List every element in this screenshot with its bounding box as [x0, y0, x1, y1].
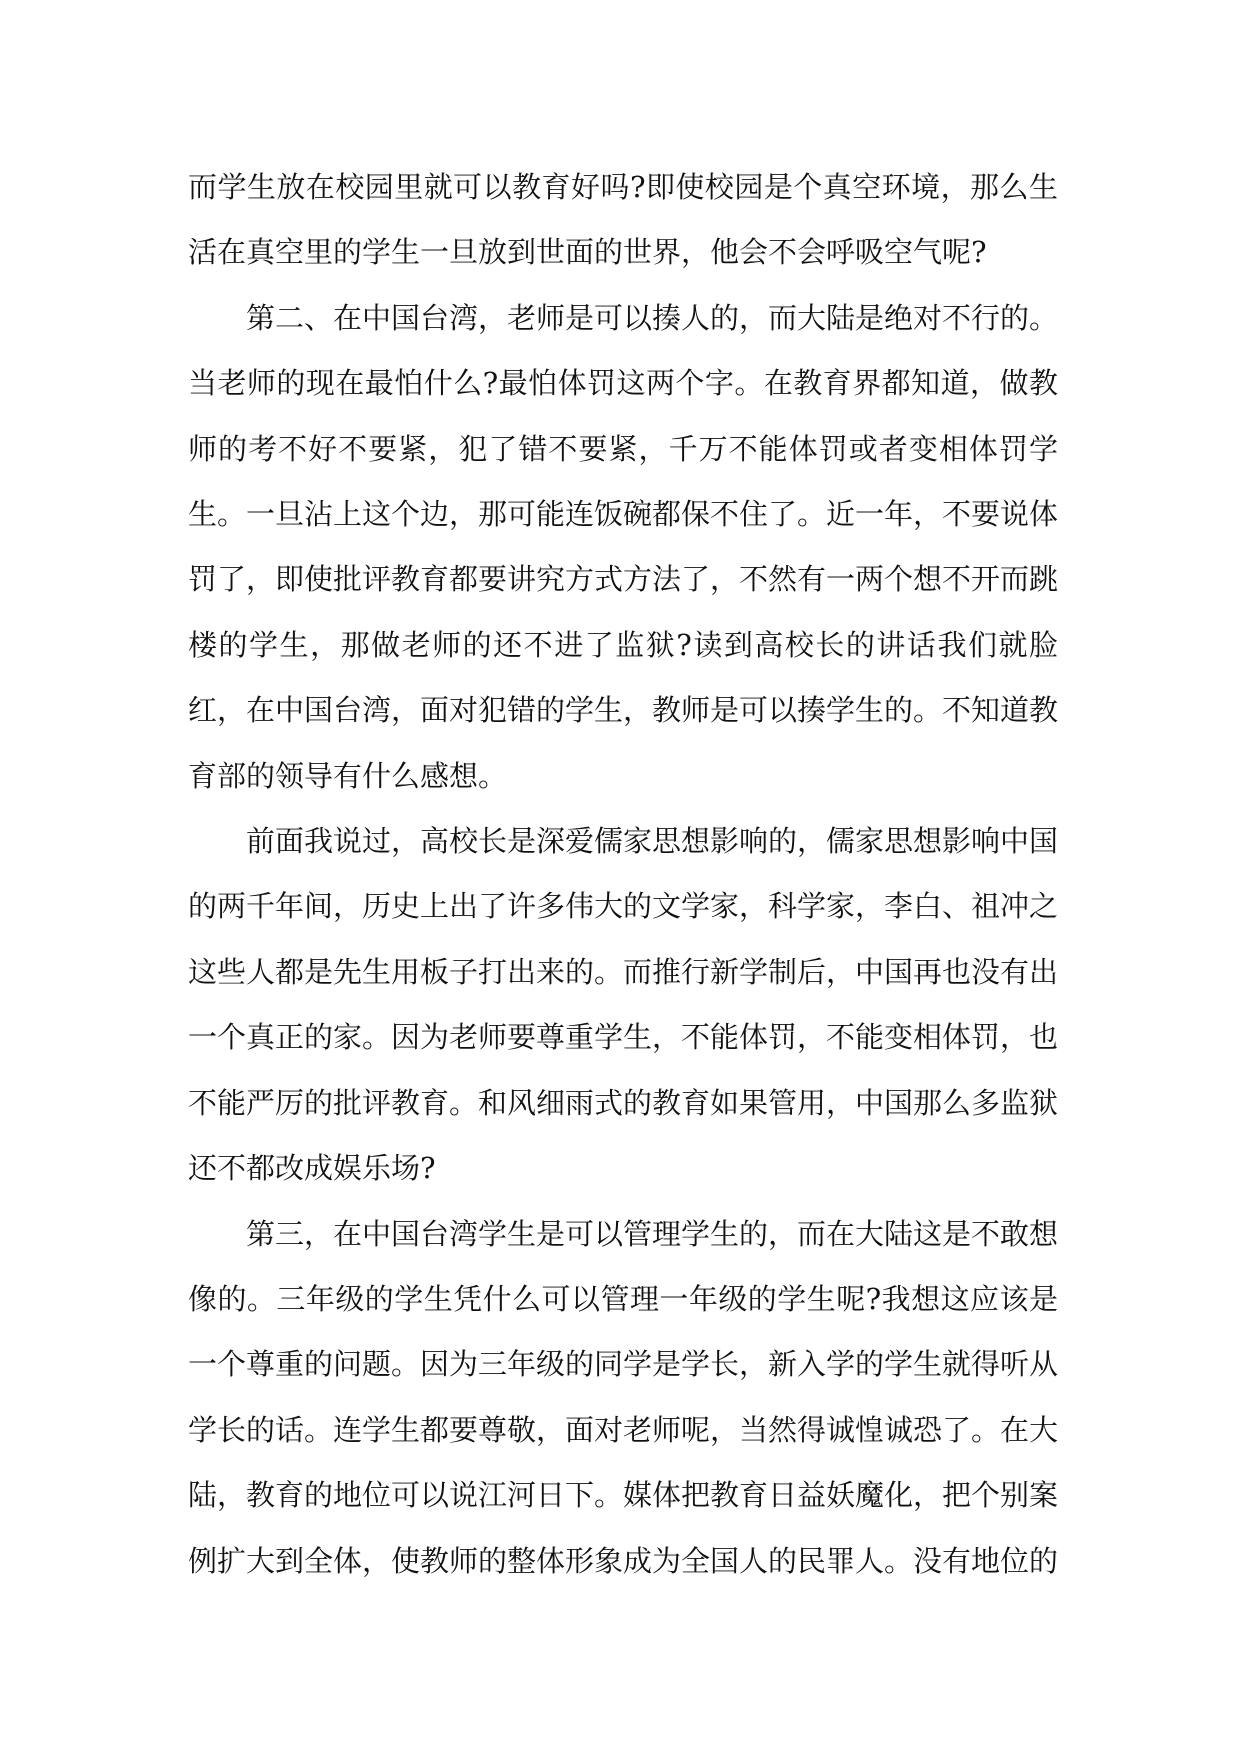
body-text	[188, 155, 1058, 1594]
paragraph-3: 前面我说过，高校长是深爱儒家思想影响的，儒家思想影响中国的两千年间，历史上出了许多伟大的文学家，科学家，李白、祖冲之这些人都是先生用板子打出来的。而推行新学制后，中国再也没有出一个真正的家。因为老师要尊重学生，不能体罚，不能变相体罚，也不能严厉的批评教育。和风细雨式的教育如果管用，中国那么多监狱还不都改成娱乐场?	[188, 824, 1059, 1186]
paragraph-2: 第二、在中国台湾，老师是可以揍人的，而大陆是绝对不行的。当老师的现在最怕什么?最怕体罚这两个字。在教育界都知道，做教师的考不好不要紧，犯了错不要紧，千万不能体罚或者变相体罚学生。一旦沾上这个边，那可能连饭碗都保不住了。近一年，不要说体罚了，即使批评教育都要讲究方式方法了，不然有一两个想不开而跳楼的学生，那做老师的还不进了监狱?读到高校长的讲话我们就脸红，在中国台湾，面对犯错的学生，教师是可以揍学生的。不知道教育部的领导有什么感想。	[188, 300, 1059, 793]
paragraph-1: 而学生放在校园里就可以教育好吗?即使校园是个真空环境，那么生活在真空里的学生一旦放到世面的世界，他会不会呼吸空气呢?	[188, 170, 1058, 270]
paragraph-4: 第三，在中国台湾学生是可以管理学生的，而在大陆这是不敢想像的。三年级的学生凭什么可以管理一年级的学生呢?我想这应该是一个尊重的问题。因为三年级的同学是学长，新入学的学生就得听从学长的话。连学生都要尊敬，面对老师呢，当然得诚惶诚恐了。在大陆，教育的地位可以说江河日下。媒体把教育日益妖魔化，把个别案例扩大到全体，使教师的整体形象成为全国人的民罪人。没有地位的	[188, 1216, 1059, 1578]
